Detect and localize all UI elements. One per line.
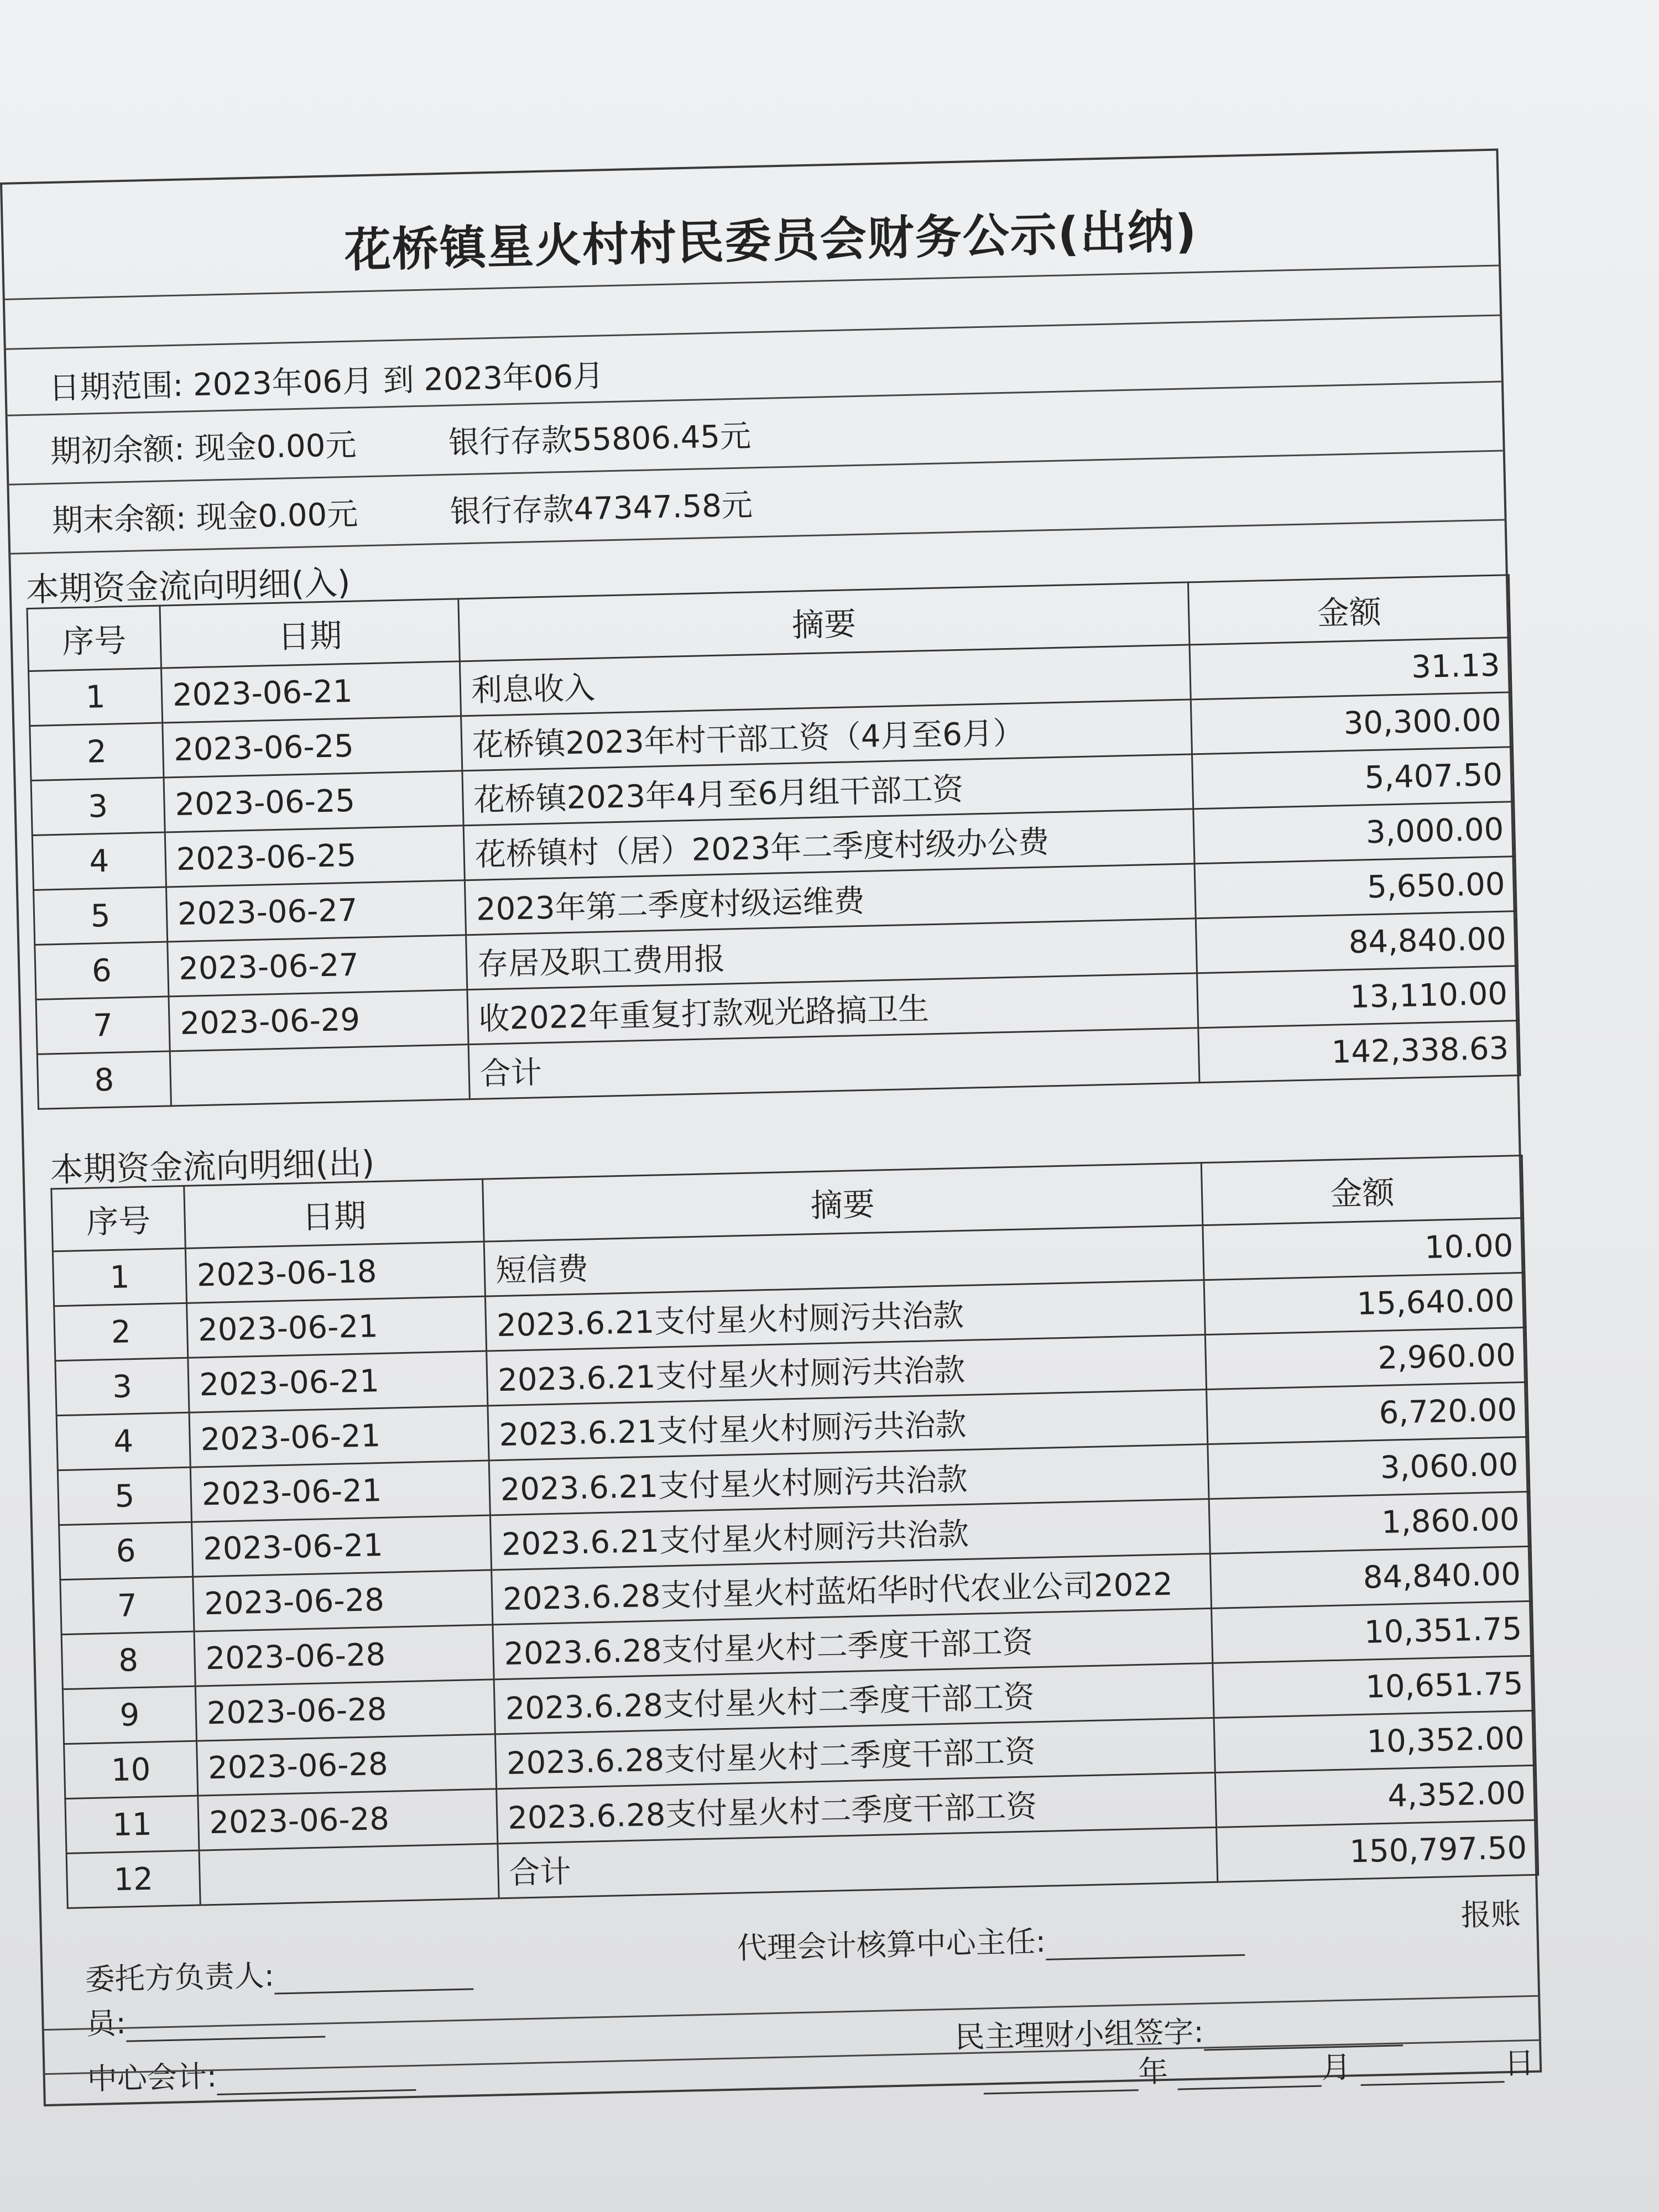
row-amount: 4,352.00 [1215, 1765, 1537, 1827]
row-no: 3 [55, 1358, 189, 1415]
row-no: 5 [34, 887, 168, 945]
row-date: 2023-06-21 [192, 1515, 492, 1577]
day-line [1360, 2053, 1505, 2086]
row-summary: 花桥镇2023年4月至6月组干部工资 [462, 754, 1193, 826]
row-amount: 10.00 [1203, 1218, 1525, 1280]
row-date: 2023-06-25 [165, 826, 465, 887]
row-summary: 2023年第二季度村级运维费 [465, 864, 1196, 935]
row-no: 4 [32, 832, 166, 890]
row-summary: 花桥镇2023年村干部工资（4月至6月） [461, 700, 1192, 771]
expense-table [50, 1155, 1539, 1909]
row-no: 7 [60, 1577, 194, 1634]
row-amount: 15,640.00 [1204, 1272, 1526, 1334]
signature-line [274, 1958, 473, 1994]
row-no: 10 [64, 1741, 198, 1798]
row-summary: 2023.6.28支付星火村二季度干部工资 [495, 1718, 1215, 1788]
row-no: 7 [36, 997, 170, 1054]
signature-line [216, 2059, 416, 2095]
row-amount: 3,060.00 [1208, 1437, 1530, 1499]
row-amount: 150,797.50 [1217, 1820, 1538, 1882]
row-no: 5 [58, 1467, 191, 1525]
row-no: 1 [29, 668, 163, 726]
row-date: 2023-06-28 [197, 1734, 497, 1796]
income-table [26, 574, 1521, 1110]
income-section-title: 本期资金流向明细(入) [25, 563, 351, 610]
center-accountant-signature [87, 2048, 416, 2098]
closing-bank: 银行存款47347.58元 [449, 487, 753, 530]
democratic-group-label: 民主理财小组签字: [954, 2014, 1204, 2055]
row-date: 2023-06-28 [195, 1679, 495, 1741]
row-summary: 利息收入 [460, 645, 1191, 716]
row-amount: 2,960.00 [1205, 1327, 1527, 1389]
signature-line [1045, 1924, 1245, 1960]
row-no: 1 [53, 1248, 186, 1306]
row-date: 2023-06-18 [185, 1241, 485, 1303]
row-date: 2023-06-28 [194, 1625, 494, 1686]
row-summary: 收2022年重复打款观光路搞卫生 [467, 973, 1198, 1045]
row-date [199, 1844, 499, 1905]
expense-header-date: 日期 [184, 1179, 484, 1248]
row-amount: 10,651.75 [1213, 1656, 1535, 1718]
row-no: 8 [37, 1051, 171, 1109]
row-summary: 合计 [498, 1827, 1218, 1898]
income-header-amount: 金额 [1188, 575, 1510, 645]
row-summary: 2023.6.21支付星火村厕污共治款 [488, 1390, 1208, 1460]
row-no: 9 [62, 1686, 196, 1744]
row-date: 2023-06-25 [163, 716, 462, 778]
row-no: 4 [56, 1412, 190, 1470]
row-date: 2023-06-28 [198, 1789, 498, 1850]
row-amount: 30,300.00 [1191, 692, 1512, 754]
row-summary: 合计 [468, 1028, 1199, 1099]
income-header-date: 日期 [160, 599, 460, 668]
reimburse-label: 报账 [1460, 1896, 1521, 1933]
row-amount: 1,860.00 [1209, 1491, 1531, 1553]
year-line [983, 2062, 1139, 2094]
row-no: 3 [31, 778, 165, 835]
row-date: 2023-06-21 [189, 1406, 489, 1467]
row-date: 2023-06-21 [190, 1460, 490, 1522]
income-header-summary: 摘要 [458, 582, 1190, 661]
row-summary: 2023.6.21支付星火村厕污共治款 [485, 1280, 1205, 1351]
year-label: 年 [1138, 2053, 1168, 2090]
opening-bank: 银行存款55806.45元 [448, 418, 752, 461]
row-summary: 2023.6.28支付星火村蓝炻华时代农业公司2022 [492, 1553, 1212, 1624]
document-title: 花桥镇星火村村民委员会财务公示(出纳) [343, 204, 1198, 278]
income-header-no: 序号 [27, 606, 161, 671]
row-summary: 存居及职工费用报 [466, 919, 1197, 990]
row-amount: 10,352.00 [1214, 1710, 1536, 1772]
row-amount: 5,407.50 [1192, 747, 1514, 809]
row-summary: 2023.6.28支付星火村二季度干部工资 [494, 1663, 1214, 1734]
row-date: 2023-06-25 [164, 771, 463, 832]
expense-header-summary: 摘要 [483, 1163, 1203, 1241]
staff-signature [86, 1995, 326, 2043]
principal-label: 委托方负责人: [85, 1958, 275, 1997]
opening-cash: 期初余额: 现金0.00元 [50, 427, 357, 471]
row-date: 2023-06-21 [188, 1351, 488, 1412]
row-amount: 31.13 [1190, 638, 1511, 700]
row-no: 2 [54, 1303, 188, 1360]
expense-header-amount: 金额 [1201, 1156, 1523, 1225]
director-label: 代理会计核算中心主任: [737, 1923, 1046, 1966]
row-no: 12 [66, 1850, 200, 1908]
principal-signature [85, 1947, 474, 1999]
month-label: 月 [1321, 2049, 1352, 2085]
row-amount: 84,840.00 [1210, 1546, 1532, 1608]
center-accountant-label: 中心会计: [87, 2058, 217, 2097]
row-summary: 短信费 [484, 1225, 1204, 1296]
day-label: 日 [1504, 2045, 1535, 2081]
row-amount: 142,338.63 [1198, 1021, 1520, 1083]
row-amount: 5,650.00 [1194, 857, 1516, 919]
staff-label: 员: [85, 2005, 127, 2042]
row-no: 6 [35, 942, 169, 999]
row-date: 2023-06-21 [161, 661, 461, 723]
closing-cash: 期末余额: 现金0.00元 [51, 496, 358, 540]
month-line [1177, 2058, 1322, 2090]
row-date: 2023-06-27 [168, 935, 467, 997]
row-summary: 花桥镇村（居）2023年二季度村级办公费 [463, 809, 1194, 880]
row-amount: 6,720.00 [1207, 1382, 1528, 1444]
row-no: 8 [61, 1631, 195, 1689]
date-range: 日期范围: 2023年06月 到 2023年06月 [48, 358, 604, 407]
row-no: 11 [65, 1796, 199, 1853]
row-date: 2023-06-21 [187, 1296, 487, 1358]
row-no: 2 [30, 723, 164, 780]
row-summary: 2023.6.21支付星火村厕污共治款 [489, 1444, 1209, 1515]
row-amount: 3,000.00 [1193, 802, 1515, 864]
row-summary: 2023.6.21支付星火村厕污共治款 [490, 1499, 1210, 1570]
expense-section-title: 本期资金流向明细(出) [49, 1144, 375, 1190]
row-amount: 84,840.00 [1196, 911, 1517, 973]
row-date [170, 1045, 469, 1106]
row-date: 2023-06-27 [166, 880, 466, 942]
row-amount: 10,351.75 [1212, 1601, 1533, 1663]
row-date: 2023-06-29 [169, 990, 468, 1051]
row-summary: 2023.6.28支付星火村二季度干部工资 [497, 1772, 1217, 1843]
row-summary: 2023.6.28支付星火村二季度干部工资 [493, 1608, 1213, 1679]
expense-header-no: 序号 [51, 1186, 186, 1251]
row-date: 2023-06-28 [193, 1570, 493, 1631]
row-summary: 2023.6.21支付星火村厕污共治款 [487, 1335, 1207, 1406]
row-amount: 13,110.00 [1197, 966, 1519, 1028]
row-no: 6 [59, 1522, 193, 1579]
finance-notice-sheet [0, 148, 1547, 2106]
